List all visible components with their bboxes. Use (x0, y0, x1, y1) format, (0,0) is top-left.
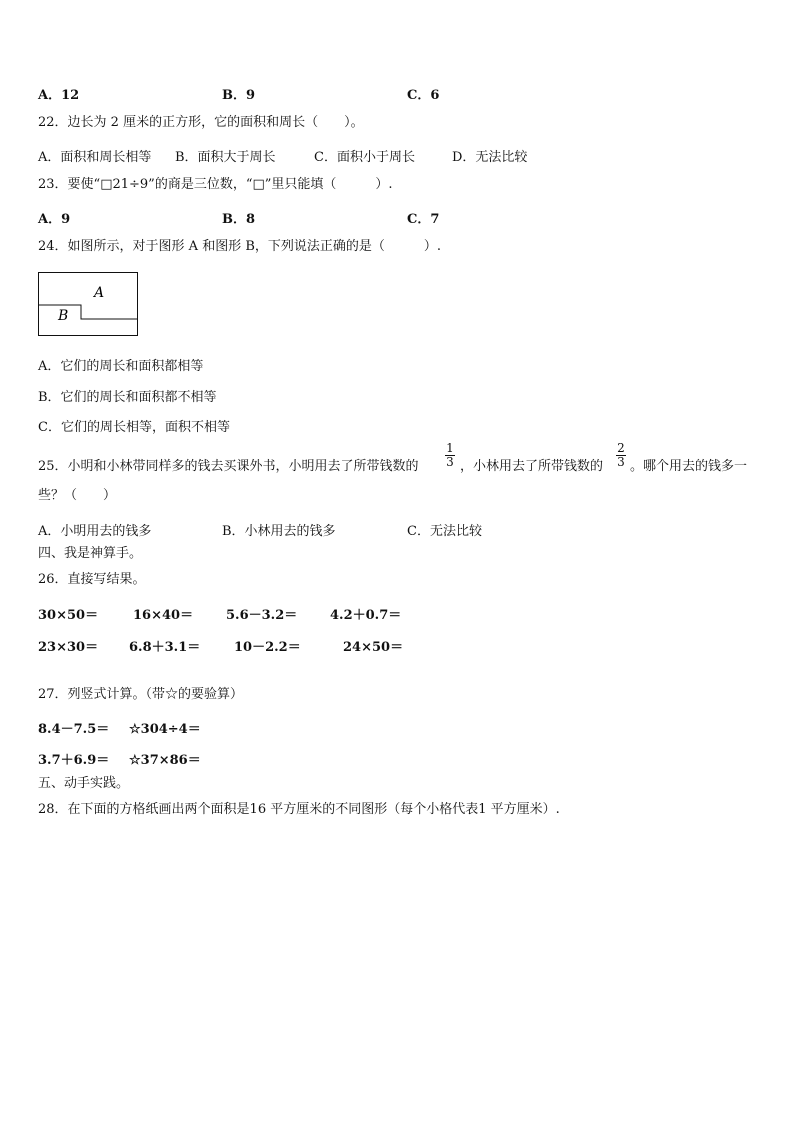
q22-option-c: C．面积小于周长 (314, 150, 415, 165)
q22-option-b: B．面积大于周长 (175, 150, 276, 165)
q23-option-a: A．9 (38, 212, 71, 227)
q24-stem: 24．如图所示，对于图形 A 和图形 B，下列说法正确的是（ ）. (38, 239, 442, 254)
q26-expression: 16×40＝ (133, 608, 194, 623)
q21-option-a: A．12 (38, 88, 80, 103)
q26-expression: 5.6－3.2＝ (226, 608, 298, 623)
fraction-numerator: 1 (446, 441, 454, 455)
q26-expression: 6.8＋3.1＝ (129, 640, 201, 655)
q23-option-c: C．7 (407, 212, 440, 227)
q24-option-a: A．它们的周长和面积都相等 (38, 359, 204, 374)
q25-option-b: B．小林用去的钱多 (222, 524, 336, 539)
q25-option-a: A．小明用去的钱多 (38, 524, 152, 539)
fraction-numerator: 2 (617, 441, 625, 455)
fraction-denominator: 3 (446, 455, 454, 469)
q25-stem-part1: 25．小明和小林带同样多的钱去买课外书，小明用去了所带钱数的 (38, 459, 419, 474)
q26-stem: 26．直接写结果。 (38, 572, 146, 587)
section-4-heading: 四、我是神算手。 (38, 546, 143, 561)
q26-expression: 30×50＝ (38, 608, 99, 623)
q25-stem-line2: 些？（ ） (38, 488, 117, 503)
q22-stem: 22．边长为 2 厘米的正方形，它的面积和周长（ ）。 (38, 115, 364, 130)
section-5-heading: 五、动手实践。 (38, 776, 130, 791)
q24-figure (38, 272, 140, 338)
q25-stem-part3: 。哪个用去的钱多一 (630, 459, 748, 474)
q25-fraction-1 (445, 442, 455, 469)
q26-expression: 23×30＝ (38, 640, 99, 655)
q22-option-a: A．面积和周长相等 (38, 150, 152, 165)
q25-option-c: C．无法比较 (407, 524, 482, 539)
q27-expression: ☆304÷4＝ (129, 722, 201, 737)
q23-stem: 23．要使“□21÷9”的商是三位数，“□”里只能填（ ）. (38, 177, 393, 192)
q21-option-c: C．6 (407, 88, 440, 103)
figure-label-b: B (58, 308, 69, 324)
q26-expression: 24×50＝ (343, 640, 404, 655)
q27-expression: ☆37×86＝ (129, 753, 201, 768)
q26-expression: 10－2.2＝ (234, 640, 301, 655)
q22-option-d: D．无法比较 (452, 150, 528, 165)
q25-stem-part2: ，小林用去了所带钱数的 (460, 459, 604, 474)
q24-option-b: B．它们的周长和面积都不相等 (38, 390, 217, 405)
q27-expression: 3.7＋6.9＝ (38, 753, 110, 768)
q24-option-c: C．它们的周长相等，面积不相等 (38, 420, 230, 435)
q27-expression: 8.4－7.5＝ (38, 722, 110, 737)
fraction-denominator: 3 (617, 455, 625, 469)
q21-option-b: B．9 (222, 88, 256, 103)
figure-label-a: A (94, 285, 105, 301)
q28-stem: 28．在下面的方格纸画出两个面积是16 平方厘米的不同图形（每个小格代表1 平方厘米）. (38, 802, 560, 817)
q23-option-b: B．8 (222, 212, 256, 227)
q25-fraction-2 (616, 442, 626, 469)
q27-stem: 27．列竖式计算。（带☆的要验算） (38, 687, 244, 702)
q26-expression: 4.2＋0.7＝ (330, 608, 402, 623)
